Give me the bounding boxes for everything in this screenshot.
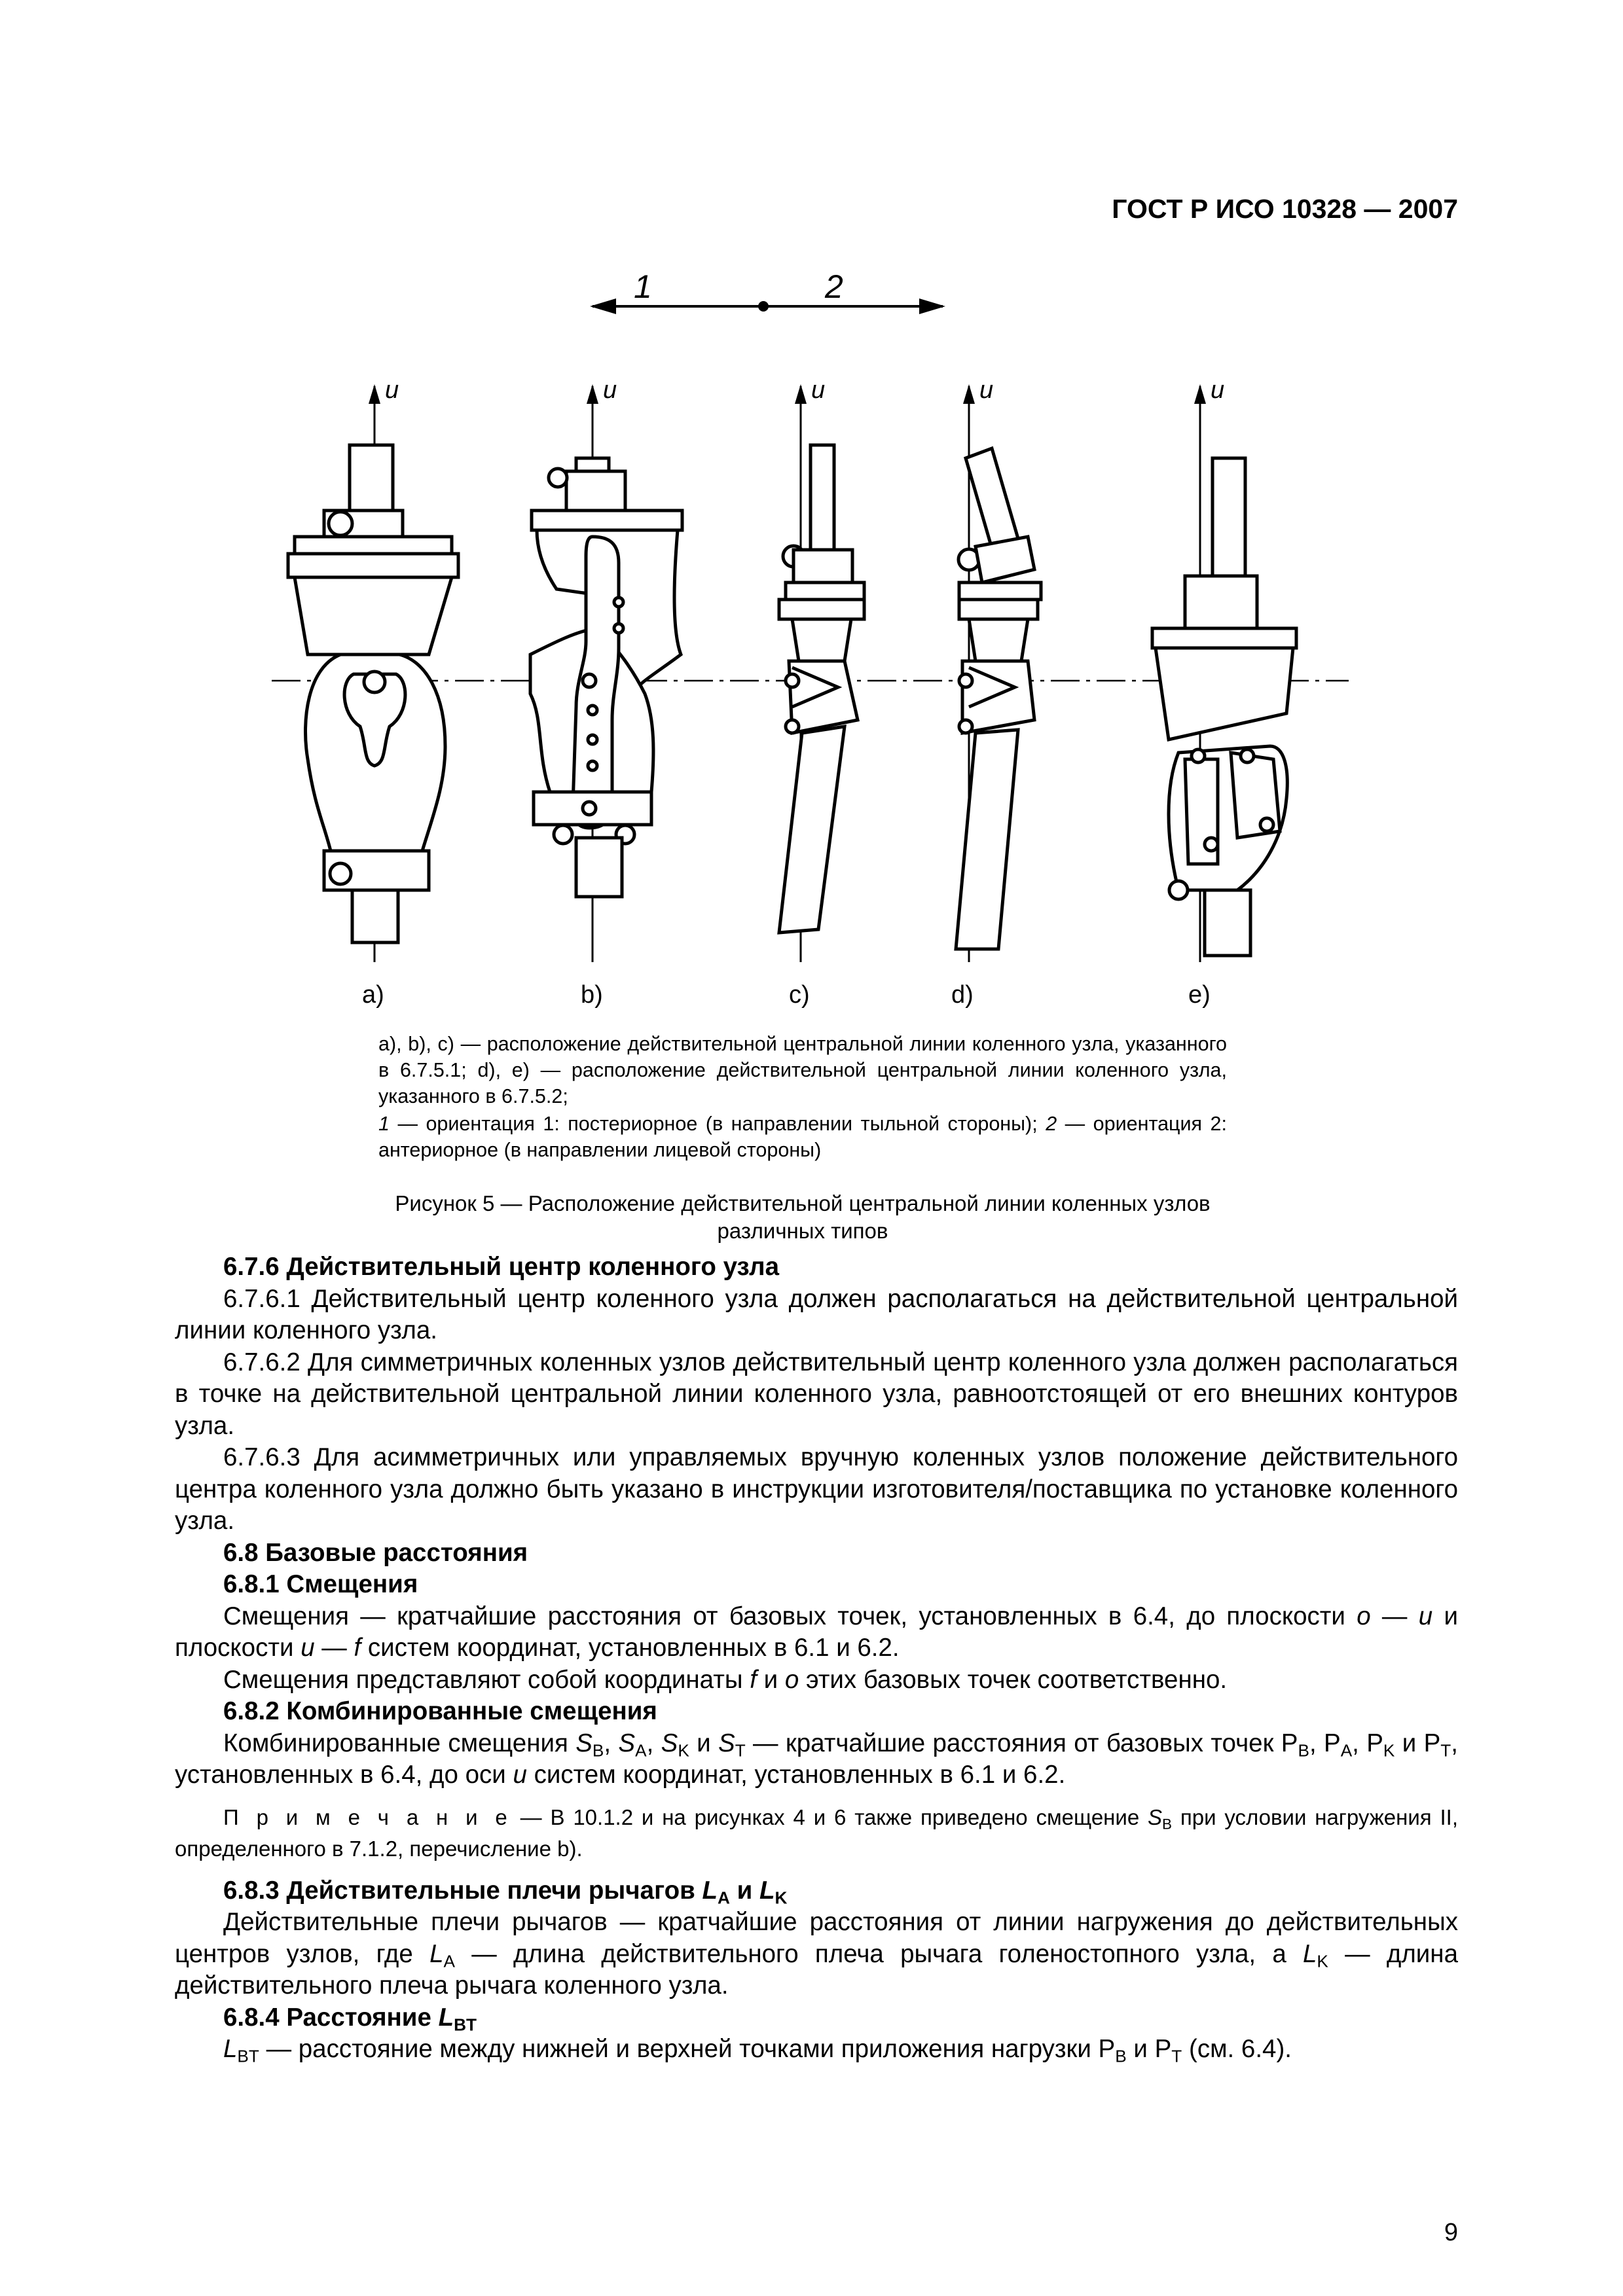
panel-label-e: e)	[1188, 981, 1211, 1009]
panel-label-c: c)	[789, 981, 810, 1009]
para-6-7-6-2: 6.7.6.2 Для симметричных коленных узлов действительный центр коленного узла должен располагаться в точке на действительной центральной линии коленного узла, равноотстоящей от его внешних контуров узла.	[175, 1348, 1458, 1440]
axis-label-e: u	[1211, 376, 1225, 404]
para-6-7-6-1: 6.7.6.1 Действительный центр коленного узла должен располагаться на действительной центральной линии коленного узла.	[175, 1284, 1458, 1344]
para-6-8-2: Комбинированные смещения $S_B$, $S_A$, $S_K$ и $S_T$ — кратчайшие расстояния от базовых точек $P_B$, $P_A$, $P_K$ и $P_T$, установленных в 6.4, до оси u систем координат, установленных в 6.1 и 6.2.	[175, 1729, 1458, 1789]
figure-legend-2: 1 — ориентация 1: постериорное (в направлении тыльной стороны); 2 — ориентация 2: антериорное (в направлении лицевой стороны)	[378, 1113, 1227, 1161]
panel-label-d: d)	[951, 981, 974, 1009]
orientation-2-label: 2	[825, 268, 843, 305]
knee-unit-c	[779, 386, 864, 962]
heading-6-8: 6.8 Базовые расстояния	[223, 1538, 528, 1567]
figure-legend-1: a), b), c) — расположение действительной центральной линии коленного узла, указанного в 6.7.5.1; d), e) — расположение действительной центральной линии коленного узла, указанного в 6.7.5.2;	[378, 1033, 1227, 1107]
orientation-1-label: 1	[634, 268, 652, 305]
para-6-8-1-a: Смещения — кратчайшие расстояния от базовых точек, установленных в 6.4, до плоскости o — u и плоскости u — f систем координат, установленных в 6.1 и 6.2.	[175, 1602, 1458, 1662]
axis-label-d: u	[979, 376, 994, 404]
panel-label-a: a)	[362, 981, 384, 1009]
para-6-8-3: Действительные плечи рычагов — кратчайшие расстояния от линии нагружения до действительных центров узлов, где $L_A$ — длина действительного плеча рычага голеностопного узла, а $L_K$ — длина действительного плеча рычага коленного узла.	[175, 1908, 1458, 2000]
body-text	[175, 1251, 1458, 2066]
knee-unit-b	[530, 386, 682, 962]
page-number: 9	[1444, 2219, 1458, 2246]
para-6-8-1-b: Смещения представляют собой координаты f и o этих базовых точек соответственно.	[223, 1665, 1228, 1694]
knee-unit-d	[956, 386, 1041, 962]
standard-header: ГОСТ Р ИСО 10328 — 2007	[1112, 194, 1458, 224]
axis-label-a: u	[385, 376, 399, 404]
para-6-7-6-3: 6.7.6.3 Для асимметричных или управляемых вручную коленных узлов положение действительного центра коленного узла должно быть указано в инструкции изготовителя/поставщика по установке коленного узла.	[175, 1443, 1458, 1535]
para-6-8-4: $L_{BT}$ — расстояние между нижней и верхней точками приложения нагрузки $P_B$ и $P_T$ (см. 6.4).	[223, 2035, 1292, 2066]
knee-unit-e	[1152, 386, 1296, 962]
figure-5-diagram	[0, 0, 1623, 1021]
panel-label-b: b)	[581, 981, 603, 1009]
knee-unit-a	[288, 386, 458, 962]
heading-6-8-1: 6.8.1 Смещения	[223, 1570, 418, 1598]
note-6-8-2: П р и м е ч а н и е — В 10.1.2 и на рисунках 4 и 6 также приведено смещение $S_B$ при условии нагружения II, определенного в 7.1.2, перечисление b).	[175, 1804, 1459, 1861]
axis-label-b: u	[603, 376, 617, 404]
heading-6-8-2: 6.8.2 Комбинированные смещения	[223, 1697, 657, 1725]
figure-title: Рисунок 5 — Расположение действительной центральной линии коленных узлов различных типов	[395, 1191, 1211, 1243]
heading-6-7-6: 6.7.6 Действительный центр коленного узла	[223, 1253, 780, 1281]
heading-6-8-3: 6.8.3 Действительные плечи рычагов $L_A$ и $L_K$	[223, 1876, 788, 1907]
axis-label-c: u	[811, 376, 826, 404]
heading-6-8-4: 6.8.4 Расстояние $L_{BT}$	[223, 2003, 477, 2034]
